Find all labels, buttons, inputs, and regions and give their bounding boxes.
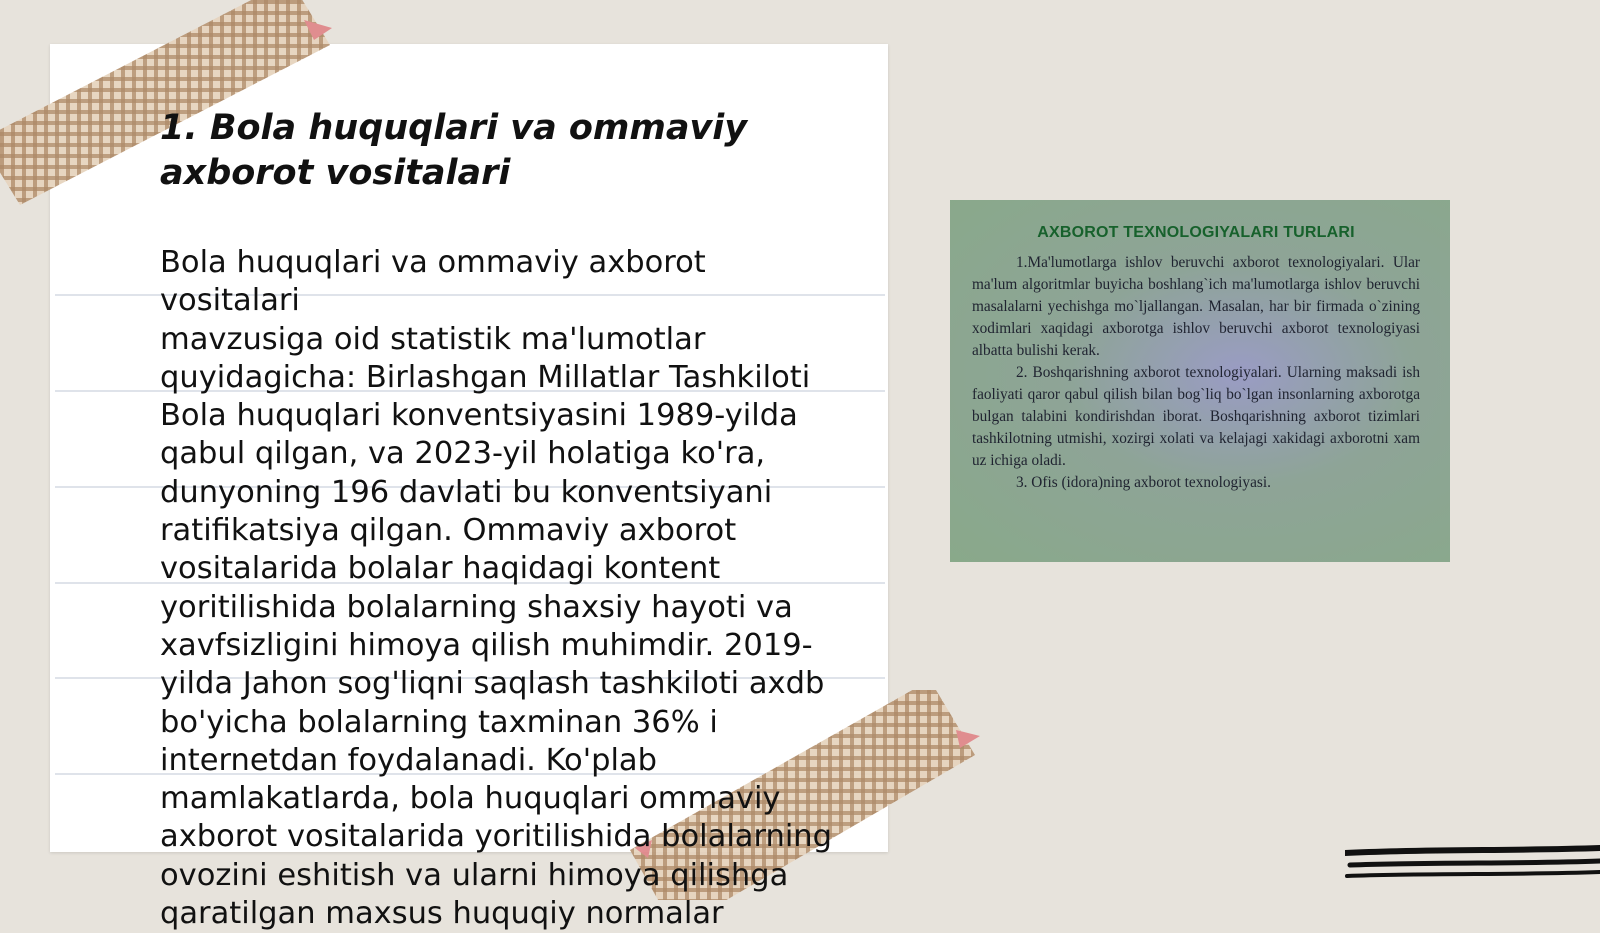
document-paragraph: 2. Boshqarishning axborot texnologiyalari. Ularning maksadi ish faoliyati qaror qabul qilish bilan bog`liq bo`lgan insonlarning axborotga bulgan talabini kondirishdan iborat. Boshqarishning axborot tizimlari tashkilotning utmishi, xozirgi xolati va kelajagi xakidagi axborotni xam uz ichiga oladi. xyxy=(972,364,1420,469)
slide-title: 1. Bola huquqlari va ommaviy axborot vositalari xyxy=(160,108,748,193)
brush-stroke-lines xyxy=(1345,845,1600,895)
document-heading: AXBOROT TEXNOLOGIYALARI TURLARI xyxy=(1037,224,1355,241)
document-paragraph: 1.Ma'lumotlarga ishlov beruvchi axborot texnologiyalari. Ular ma'lum algoritmlar buyicha boshlang`ich ma'lumotlarga ishlov beruvchi masalalarni yechishga mo`ljallangan. Masalan, har bir firmada o`zining xodimlari xaqidagi axborotga ishlov beruvchi axborot texnologiyasi albatta bulishi kerak. xyxy=(972,254,1420,359)
document-paragraph: 3. Ofis (idora)ning axborot texnologiyasi. xyxy=(1016,474,1271,491)
slide-body-text: Bola huquqlari va ommaviy axborot vositalari mavzusiga oid statistik ma'lumotlar quyidagicha: Birlashgan Millatlar Tashkiloti Bola huquqlari konventsiyasini 1989-yilda qabul qilgan, va 2023-yil holatiga ko'ra, dunyoning 196 davlati bu konventsiyani ratifikatsiya qilgan. Ommaviy axborot vositalarida bolalar haqidagi kontent yoritilishida bolalarning shaxsiy hayoti va xavfsizligini himoya qilish muhimdir. 2019- yilda Jahon sog'liqni saqlash tashkiloti axdb bo'yicha bolalarning taxminan 36% i internetdan foydalanadi. Ko'plab mamlakatlarda, bola huquqlari ommaviy axborot vositalarida yoritilishida bolalarning ovozini eshitish va ularni himoya qilishga qaratilgan maxsus huquqiy normalar xyxy=(160,245,832,932)
document-image xyxy=(950,200,1450,562)
